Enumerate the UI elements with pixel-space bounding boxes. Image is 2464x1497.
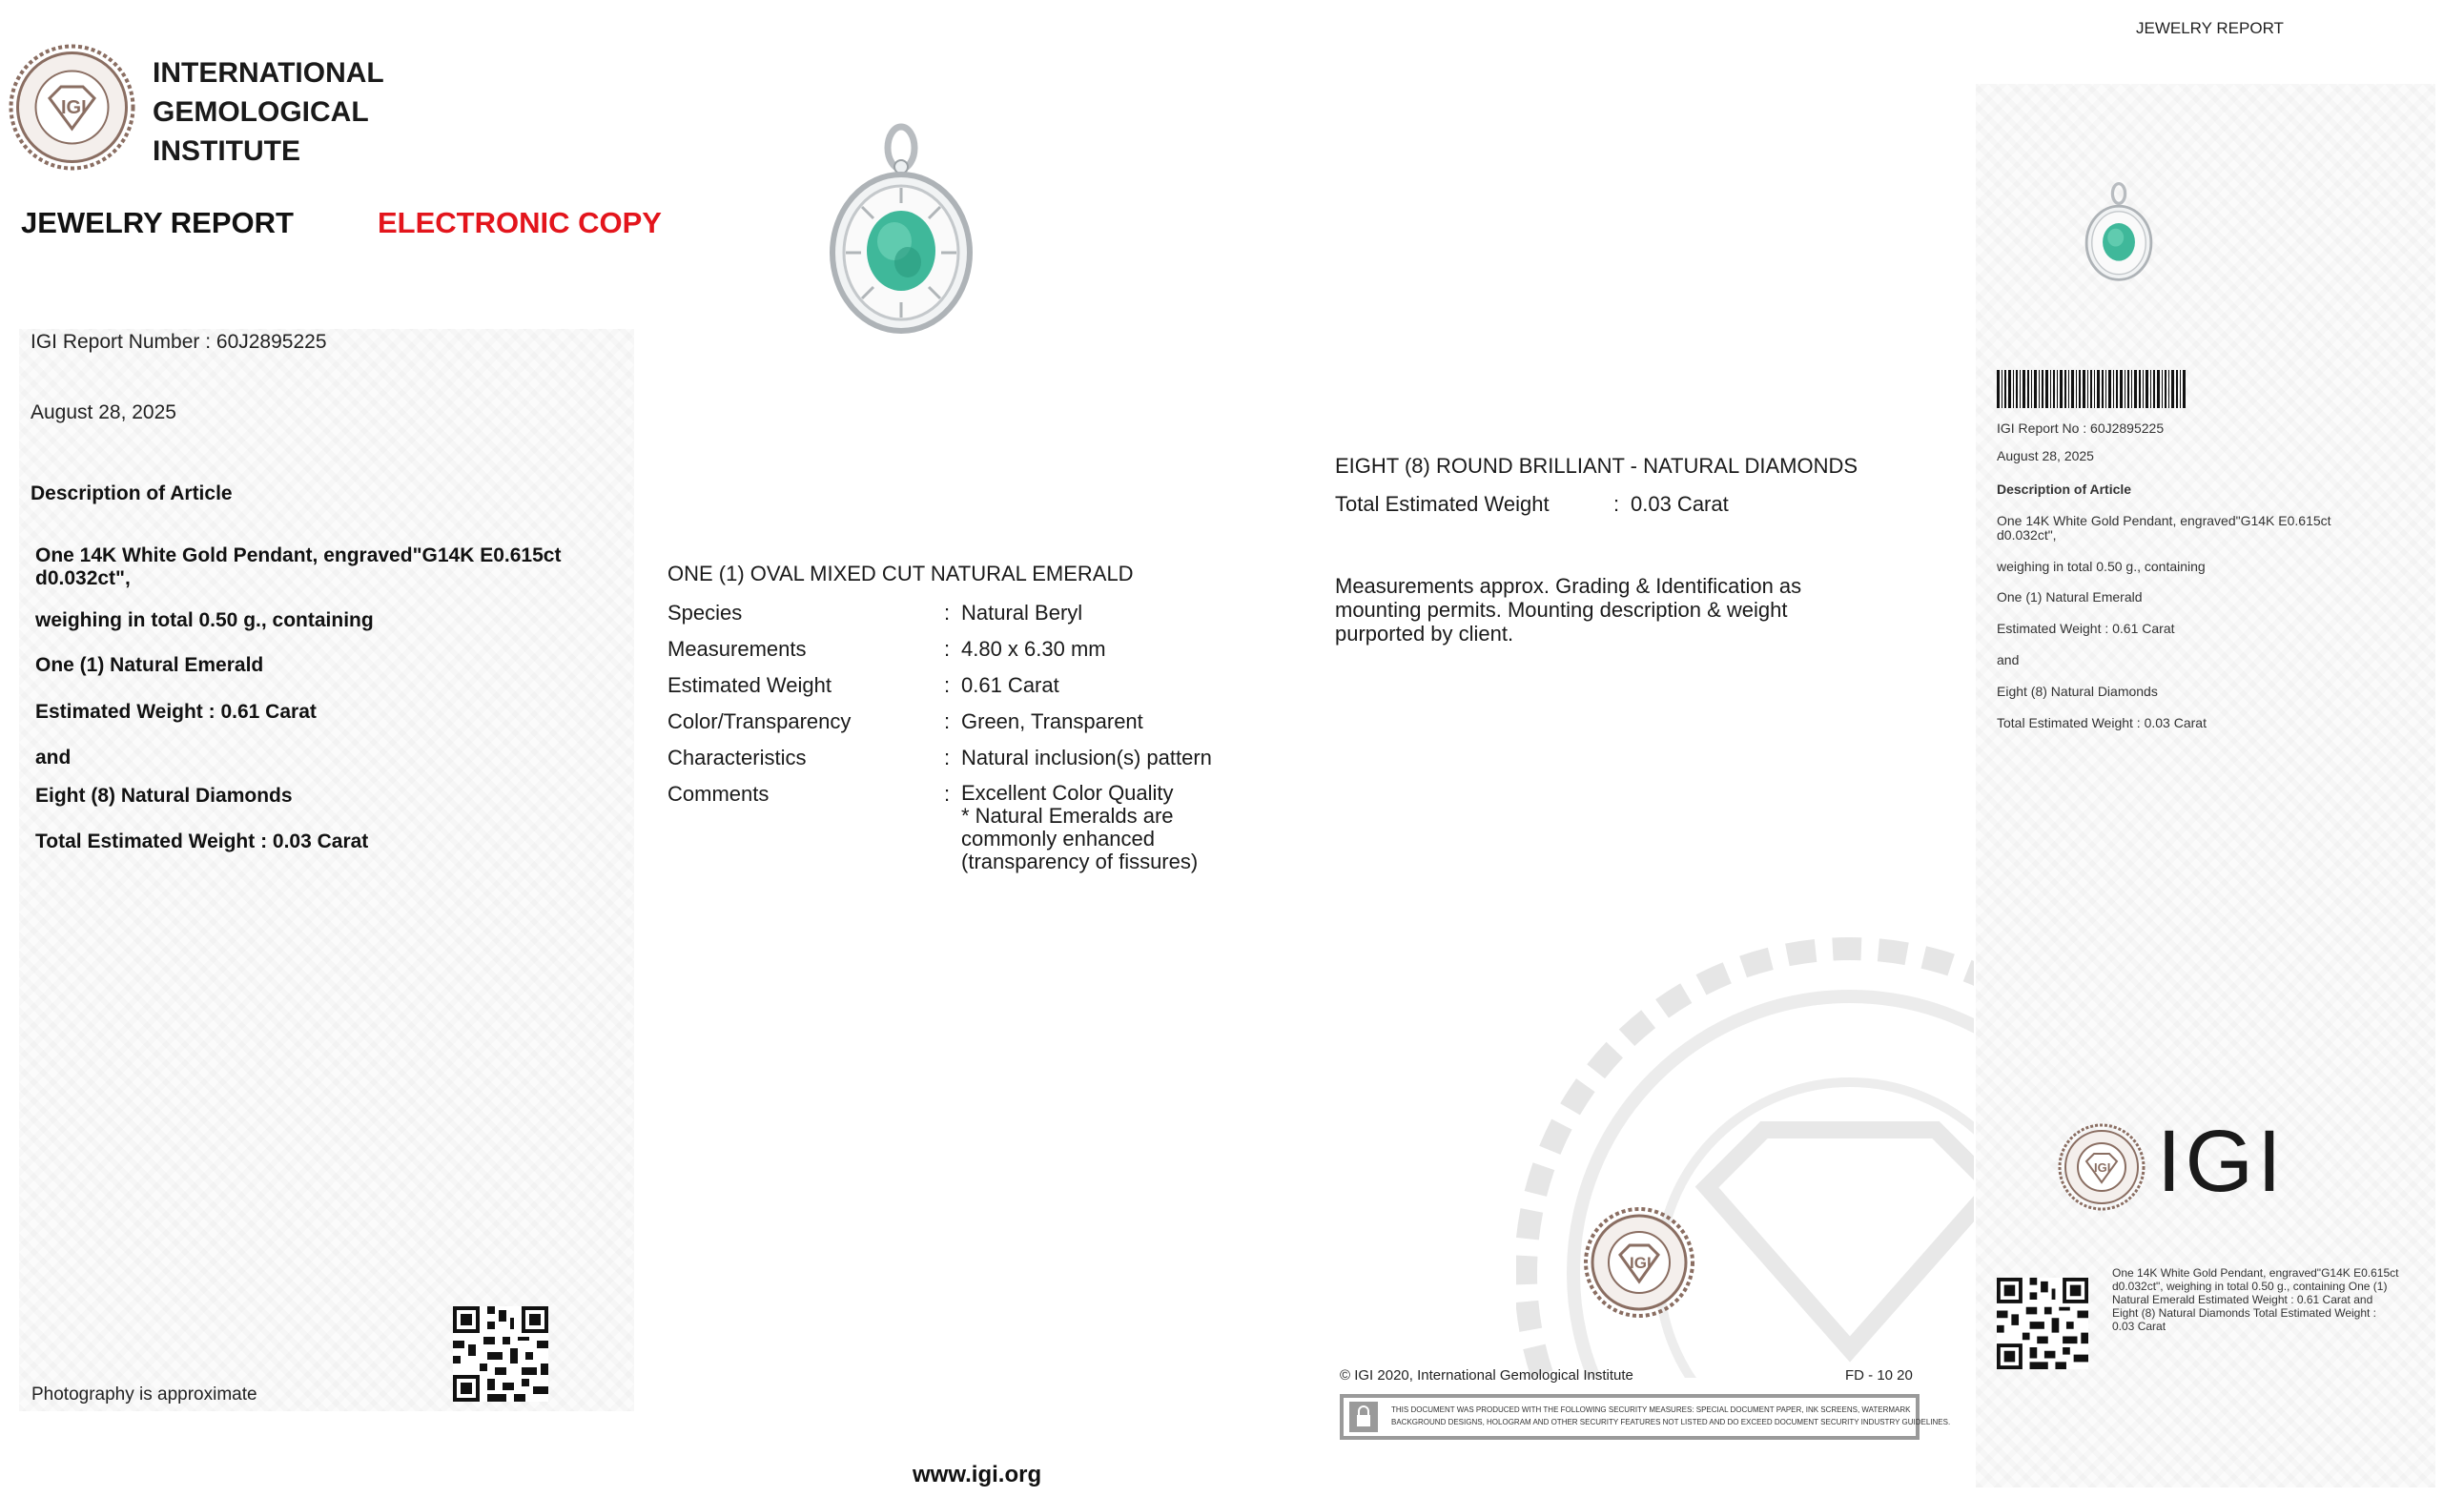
emerald-row-comments — [667, 782, 1335, 887]
svg-text:IGI: IGI — [61, 97, 87, 118]
stub-igi-seal — [2058, 1123, 2146, 1211]
measurement-note-line1: Measurements approx. Grading & Identification as — [1335, 574, 1802, 598]
website-link[interactable]: www.igi.org — [913, 1462, 1042, 1487]
emerald-weight: Estimated Weight : 0.61 Carat — [35, 701, 317, 723]
form-code: FD - 10 20 — [1845, 1367, 1913, 1384]
and-text: and — [35, 747, 72, 769]
stub-line4: One (1) Natural Emerald — [1997, 589, 2143, 605]
stub-line7: Eight (8) Natural Diamonds — [1997, 684, 2158, 699]
diamond-weight-value: 0.03 Carat — [1631, 492, 1729, 516]
row-colon: : — [944, 709, 951, 733]
stub-igi-logo-text: IGI — [2157, 1113, 2286, 1210]
row-value: 0.61 Carat — [961, 673, 1059, 697]
stub-line8: Total Estimated Weight : 0.03 Carat — [1997, 715, 2207, 730]
emerald-row — [667, 673, 1335, 702]
security-line1: THIS DOCUMENT WAS PRODUCED WITH THE FOLLOWING SECURITY MEASURES: SPECIAL DOCUMENT PAPER, INK SCREENS, WATERMARK — [1391, 1405, 1911, 1414]
report-date: August 28, 2025 — [31, 401, 176, 423]
description-line1: One 14K White Gold Pendant, engraved"G14K E0.615ct — [35, 544, 562, 566]
stub-report-number: IGI Report No : 60J2895225 — [1997, 420, 2165, 436]
photography-note: Photography is approximate — [31, 1384, 257, 1405]
report-number: IGI Report Number : 60J2895225 — [31, 331, 327, 353]
comments-line4: (transparency of fissures) — [961, 850, 1199, 873]
emerald-section-title: ONE (1) OVAL MIXED CUT NATURAL EMERALD — [667, 562, 1134, 585]
row-colon: : — [944, 673, 951, 697]
row-colon: : — [944, 601, 951, 625]
institute-name-line3: INSTITUTE — [153, 135, 300, 167]
row-label: Estimated Weight — [667, 673, 832, 697]
diamond-weight-label: Total Estimated Weight — [1335, 492, 1550, 516]
stub-line1: One 14K White Gold Pendant, engraved"G14K E0.615ct — [1997, 513, 2331, 528]
diamond-section-title: EIGHT (8) ROUND BRILLIANT - NATURAL DIAMONDS — [1335, 454, 1858, 478]
comments-line1: Excellent Color Quality — [961, 781, 1174, 805]
report-title: JEWELRY REPORT — [21, 206, 294, 239]
copyright-text: © IGI 2020, International Gemological Institute — [1340, 1367, 1633, 1384]
electronic-copy-label: ELECTRONIC COPY — [378, 206, 662, 239]
row-label: Color/Transparency — [667, 709, 852, 733]
institute-name-line2: GEMOLOGICAL — [153, 96, 369, 128]
emerald-row — [667, 601, 1335, 629]
stub-summary-line2: d0.032ct", weighing in total 0.50 g., containing One (1) — [2112, 1280, 2388, 1293]
diamond-count: Eight (8) Natural Diamonds — [35, 785, 293, 807]
stub-line2: d0.032ct", — [1997, 527, 2057, 543]
weighing-text: weighing in total 0.50 g., containing — [35, 609, 374, 631]
stub-summary-line3: Natural Emerald Estimated Weight : 0.61 Carat and — [2112, 1293, 2373, 1306]
row-label: Characteristics — [667, 746, 807, 769]
row-label: Comments — [667, 782, 770, 806]
row-label: Species — [667, 601, 743, 625]
row-colon: : — [944, 637, 951, 661]
description-heading: Description of Article — [31, 482, 233, 504]
stub-date: August 28, 2025 — [1997, 448, 2094, 463]
security-line2: BACKGROUND DESIGNS, HOLOGRAM AND OTHER SECURITY FEATURES NOT LISTED AND DO EXCEED DOCUMENT SECURITY INDUSTRY GUIDELINES. — [1391, 1418, 1951, 1426]
emerald-table — [667, 601, 1335, 887]
igi-seal-logo — [8, 43, 136, 172]
barcode — [1997, 370, 2186, 408]
row-label: Measurements — [667, 637, 807, 661]
stub-summary-line5: 0.03 Carat — [2112, 1320, 2166, 1333]
institute-name-line1: INTERNATIONAL — [153, 57, 384, 89]
qr-code[interactable] — [453, 1306, 548, 1402]
pendant-photo — [820, 119, 982, 338]
stub-summary-line1: One 14K White Gold Pendant, engraved"G14K E0.615ct — [2112, 1266, 2399, 1280]
security-notice-box — [1340, 1394, 1951, 1440]
stub-line5: Estimated Weight : 0.61 Carat — [1997, 621, 2175, 636]
stub-title: JEWELRY REPORT — [2136, 19, 2284, 37]
emerald-row — [667, 637, 1335, 666]
stub-line3: weighing in total 0.50 g., containing — [1997, 559, 2206, 574]
description-line2: d0.032ct", — [35, 567, 131, 589]
row-colon: : — [1613, 492, 1620, 516]
diamond-weight: Total Estimated Weight : 0.03 Carat — [35, 831, 369, 852]
row-value: 4.80 x 6.30 mm — [961, 637, 1106, 661]
svg-text:IGI: IGI — [1630, 1254, 1652, 1272]
row-value: Natural Beryl — [961, 601, 1083, 625]
stub-line6: and — [1997, 652, 2020, 667]
svg-text:IGI: IGI — [2094, 1160, 2111, 1175]
stub-pendant-photo — [2081, 179, 2157, 284]
stub-qr-code[interactable] — [1997, 1278, 2088, 1369]
row-colon: : — [944, 746, 951, 769]
emerald-row — [667, 746, 1335, 774]
comments-line3: commonly enhanced — [961, 827, 1156, 851]
row-colon: : — [944, 782, 951, 806]
stub-description-heading: Description of Article — [1997, 482, 2132, 497]
emerald-count: One (1) Natural Emerald — [35, 654, 264, 676]
emerald-row — [667, 709, 1335, 738]
row-value: Natural inclusion(s) pattern — [961, 746, 1212, 769]
measurement-note-line2: mounting permits. Mounting description & weight — [1335, 598, 1788, 622]
small-igi-seal — [1583, 1206, 1695, 1319]
lock-icon — [1349, 1402, 1378, 1432]
comments-line2: * Natural Emeralds are — [961, 804, 1174, 828]
stub-summary-line4: Eight (8) Natural Diamonds Total Estimated Weight : — [2112, 1306, 2377, 1320]
diamond-weight-row — [1335, 492, 1812, 521]
measurement-note-line3: purported by client. — [1335, 622, 1514, 646]
row-value: Green, Transparent — [961, 709, 1143, 733]
